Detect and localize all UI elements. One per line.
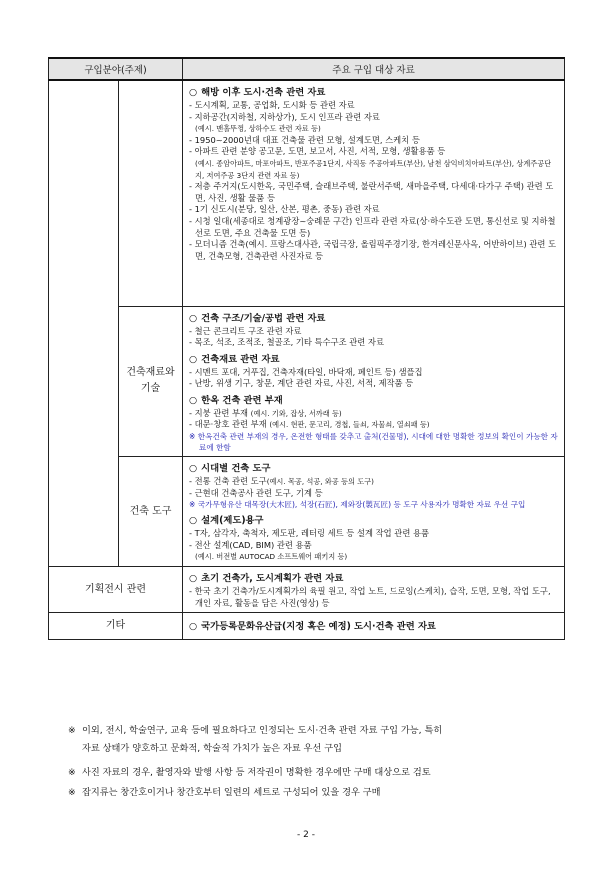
- note-text: ※ 국가무형유산 대목장(大木匠), 석장(石匠), 제와장(製瓦匠) 등 도구 사용자가 명확한 자료 우선 구입: [189, 500, 526, 510]
- list-item: - 1기 신도시(분당, 일산, 산본, 평촌, 중동) 관련 자료: [189, 204, 380, 215]
- section-heading: ○ 설계(제도)용구: [189, 515, 264, 527]
- list-item: - 아파트 관련 분양 공고문, 도면, 보고서, 사진, 서적, 모형, 생활용품 등: [189, 146, 446, 157]
- list-item: - 지붕 관련 부재 (예시. 기와, 잡상, 서까래 등): [189, 407, 342, 418]
- list-item: - 1950~2000년대 대표 건축물 관련 모형, 설계도면, 스케치 등: [189, 134, 420, 145]
- page-number: - 2 -: [297, 830, 315, 840]
- subject-exhibit: 기획전시 관련: [49, 567, 183, 613]
- list-item: - 난방, 위생 기구, 창문, 계단 관련 자료, 사진, 서적, 제작품 등: [189, 378, 414, 389]
- row-material: [49, 306, 565, 457]
- content-exhibit: [183, 567, 565, 613]
- section-heading: ○ 건축 구조/기술/공법 관련 자료: [189, 312, 326, 324]
- subject-etc: 기타: [49, 613, 183, 640]
- subject-material: 건축재료와 기술: [119, 306, 183, 457]
- subject-urban: [119, 80, 183, 306]
- row-urban: [49, 80, 565, 306]
- row-tools: [49, 457, 565, 567]
- list-item: - 시멘트 포대, 거푸집, 건축자재(타일, 바닥재, 페인트 등) 샘플집: [189, 366, 423, 377]
- row-exhibit: [49, 567, 565, 613]
- section-heading: ○ 한옥 건축 관련 부재: [189, 394, 283, 406]
- section-heading: ○ 시대별 건축 도구: [189, 463, 271, 475]
- example-text: (예시. 종암아파트, 마포아파트, 반포주공1단지, 사직동 주공아파트(부산), 남천 삼익비치아파트(부산), 상계주공단지, 저여주공 3단지 관련 자료 등): [195, 158, 552, 180]
- list-item: - 한국 초기 건축가/도시계획가의 육필 원고, 작업 노트, 드로잉(스케치), 습작, 도면, 모형, 작업 도구, 개인 자료, 활동을 담은 사진(영상) 등: [189, 586, 551, 608]
- list-item: - 지하공간(지하철, 지하상가), 도시 인프라 관련 자료: [189, 111, 380, 122]
- list-item: - 모더니즘 건축(예시. 프랑스대사관, 국립극장, 올림픽주경기장, 한겨레신문사옥, 어반하이브) 관련 도면, 건축모형, 건축관련 사진자료 등: [189, 239, 557, 261]
- list-item: - 목조, 석조, 조적조, 철골조, 기타 특수구조 관련 자료: [189, 337, 384, 348]
- list-item: - 대문·창호 관련 부재 (예시. 현판, 문고리, 경첩, 들쇠, 자물쇠, 열쇠패 등): [189, 419, 430, 430]
- list-item: - 전통 건축 관련 도구(예시. 목공, 석공, 와공 등의 도구): [189, 476, 374, 487]
- list-item: - 시청 일대(세종대로 청계광장~숭례문 구간) 인프라 관련 자료(상·하수도관 도면, 통신선로 및 지하철 선로 도면, 주요 건축물 도면 등): [189, 215, 556, 238]
- section-heading: ○ 해방 이후 도시·건축 관련 자료: [189, 87, 326, 98]
- footnote-2: ※ 사진 자료의 경우, 촬영자와 발행 사항 등 저작권이 명확한 경우에만 구매 대상으로 검토: [68, 767, 431, 778]
- footnote-3: ※ 잡지류는 창간호이거나 창간호부터 일련의 세트로 구성되어 있을 경우 구매: [68, 787, 381, 798]
- note-text: ※ 한옥건축 관련 부재의 경우, 온전한 형태를 갖추고 출처(건물명), 시대에 대한 명확한 정보의 확인이 가능한 자료에 한함: [189, 432, 558, 453]
- content-material: [183, 306, 565, 457]
- subject-tools: 건축 도구: [119, 457, 183, 567]
- list-item: - 전산 설계(CAD, BIM) 관련 용품: [189, 539, 312, 550]
- header-materials: 주요 구입 대상 자료: [183, 58, 565, 80]
- table-header-row: [49, 58, 565, 80]
- content-urban: [183, 80, 565, 306]
- list-item: - 근현대 건축공사 관련 도구, 기계 등: [189, 487, 323, 498]
- subject-cell-merged: [49, 80, 119, 567]
- example-text: (예시. 버전별 AUTOCAD 소프트웨어 패키지 등): [195, 552, 348, 562]
- row-etc: [49, 613, 565, 640]
- list-item: - 철근 콘크리트 구조 관련 자료: [189, 325, 302, 336]
- section-heading: ○ 건축재료 관련 자료: [189, 353, 280, 365]
- header-subject: 구입분야(주제): [49, 58, 183, 80]
- example-text: (예시. 맨홀뚜껑, 상하수도 관련 자료 등): [195, 124, 321, 134]
- list-item: - T자, 삼각자, 축척자, 제도판, 레터링 세트 등 설계 작업 관련 용품: [189, 528, 429, 539]
- list-item: - 도시계획, 교통, 공업화, 도시화 등 관련 자료: [189, 100, 355, 110]
- section-heading: ○ 국가등록문화유산급(지정 혹은 예정) 도시·건축 관련 자료: [189, 621, 436, 633]
- footnote-1: ※ 이외, 전시, 학술연구, 교육 등에 필요하다고 인정되는 도시·건축 관련 자료 구입 가능, 특히 자료 상태가 양호하고 문화적, 학술적 가치가 높은 자료 우선 구입: [68, 725, 443, 754]
- content-etc: [183, 613, 565, 640]
- purchase-table: [48, 57, 565, 640]
- list-item: - 저층 주거지(도시한옥, 국민주택, 슬래브주택, 불란서주택, 새마을주택, 다세대·다가구 주택) 관련 도면, 사진, 생활 물품 등: [189, 181, 554, 203]
- section-heading: ○ 초기 건축가, 도시계획가 관련 자료: [189, 573, 344, 585]
- content-tools: [183, 457, 565, 567]
